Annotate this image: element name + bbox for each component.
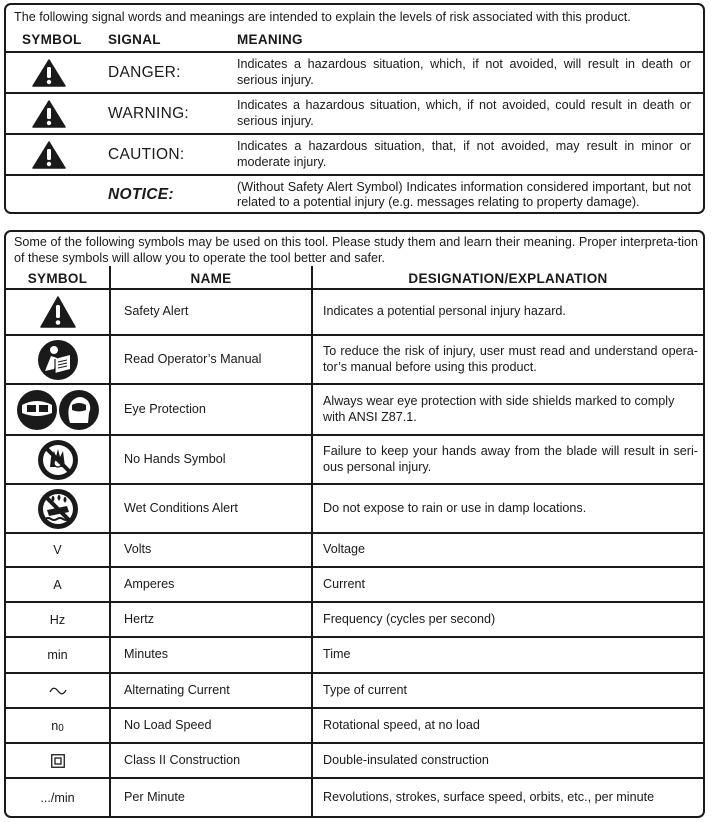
read-manual-icon [6, 336, 109, 383]
symbol-text: V [53, 543, 62, 557]
symbol-designation: Do not expose to rain or use in damp locations. [323, 500, 587, 515]
symbol-row [6, 534, 703, 566]
symbol-row [6, 485, 703, 532]
symbol-designation: Type of current [323, 682, 407, 697]
symbol-name: Volts [124, 542, 152, 557]
symbol-name: Read Operator’s Manual [124, 351, 262, 366]
signal-words-table [4, 3, 705, 214]
symbol-name: Minutes [124, 647, 169, 662]
symbol-name: No Load Speed [124, 717, 212, 732]
symbols-table [4, 230, 705, 818]
symbol-row [6, 336, 703, 383]
symbol-designation: Indicates a potential personal injury hazard. [323, 304, 566, 319]
symbol-row [6, 744, 703, 777]
symbol-table-intro: Some of the following symbols may be used on this tool. Please study them and learn their meaning. Proper interpreta-tion of these symbols will allow you to operate the tool better and safer. [14, 235, 698, 265]
symbol-name: Wet Conditions Alert [124, 500, 238, 515]
symbol-row [6, 385, 703, 434]
symbol-name: Safety Alert [124, 304, 189, 319]
header-symbol: SYMBOL [27, 270, 88, 286]
symbol-designation: Voltage [323, 542, 366, 557]
symbol-designation: Current [323, 576, 365, 591]
symbol-text: min [47, 648, 68, 662]
symbol-designation: To reduce the risk of injury, user must read and understand opera-tor’s manual before using this product. [323, 344, 698, 374]
alert-triangle-icon [32, 53, 68, 92]
alternating-current-icon [6, 674, 109, 707]
symbol-row [6, 674, 703, 707]
symbol-name: Hertz [124, 611, 155, 626]
symbol-designation: Double-insulated construction [323, 752, 489, 767]
signal-row-caution [6, 135, 703, 174]
header-signal: SIGNAL [108, 32, 161, 47]
symbol-text: A [53, 577, 62, 592]
eye-protection-icon [6, 385, 109, 434]
header-symbol: SYMBOL [22, 32, 82, 47]
symbol-name: Class II Construction [124, 752, 241, 767]
safety-alert-icon [6, 290, 109, 334]
signal-meaning: Indicates a hazardous situation, which, if not avoided, will result in death or serious injury. [237, 57, 691, 87]
signal-word: CAUTION: [108, 145, 185, 163]
symbol-text: .../min [40, 790, 75, 805]
symbol-row [6, 436, 703, 483]
class-ii-construction-icon [6, 744, 109, 777]
symbol-row [6, 603, 703, 636]
symbol-row [6, 290, 703, 334]
symbol-name: No Hands Symbol [124, 451, 226, 466]
signal-row-danger [6, 53, 703, 92]
signal-word: DANGER: [108, 63, 181, 81]
symbol-name: Eye Protection [124, 401, 206, 416]
signal-meaning: Indicates a hazardous situation, which, if not avoided, could result in death or serious injury. [237, 98, 691, 128]
no-hands-icon [6, 436, 109, 483]
symbol-table-header [6, 268, 703, 288]
symbol-designation: Failure to keep your hands away from the blade will result in seri-ous personal injury. [323, 444, 698, 474]
symbol-row [6, 568, 703, 601]
symbol-subscript: 0 [58, 723, 64, 734]
symbol-row [6, 709, 703, 742]
alert-triangle-icon [32, 135, 68, 174]
wet-conditions-icon [6, 485, 109, 532]
signal-word: NOTICE: [108, 186, 174, 203]
symbol-designation: Time [323, 647, 351, 662]
symbol-designation: Rotational speed, at no load [323, 717, 480, 732]
signal-meaning: (Without Safety Alert Symbol) Indicates information considered important, but not related to a potential injury (e.g. messages relating to property damage). [237, 179, 691, 209]
signal-row-notice [6, 176, 703, 214]
symbol-row [6, 779, 703, 816]
symbol-name: Amperes [124, 576, 175, 591]
header-meaning: MEANING [237, 32, 303, 47]
symbol-row [6, 638, 703, 672]
no-load-speed-symbol [6, 709, 109, 742]
signal-word: WARNING: [108, 104, 190, 122]
symbol-designation: Always wear eye protection with side shields marked to comply with ANSI Z87.1. [323, 394, 675, 424]
symbol-designation: Revolutions, strokes, surface speed, orbits, etc., per minute [323, 789, 655, 804]
signal-row-warning [6, 94, 703, 133]
symbol-text: n [51, 718, 59, 733]
alert-triangle-icon [32, 94, 68, 133]
symbol-name: Alternating Current [124, 682, 230, 697]
signal-meaning: Indicates a hazardous situation, that, if not avoided, may result in minor or moderate injury. [237, 139, 691, 169]
symbol-designation: Frequency (cycles per second) [323, 611, 496, 626]
symbol-name: Per Minute [124, 789, 185, 804]
signal-table-intro: The following signal words and meanings are intended to explain the levels of risk associated with this product. [14, 10, 631, 24]
header-designation: DESIGNATION/EXPLANATION [408, 270, 608, 286]
header-name: NAME [190, 270, 232, 286]
symbol-text: Hz [49, 612, 66, 627]
